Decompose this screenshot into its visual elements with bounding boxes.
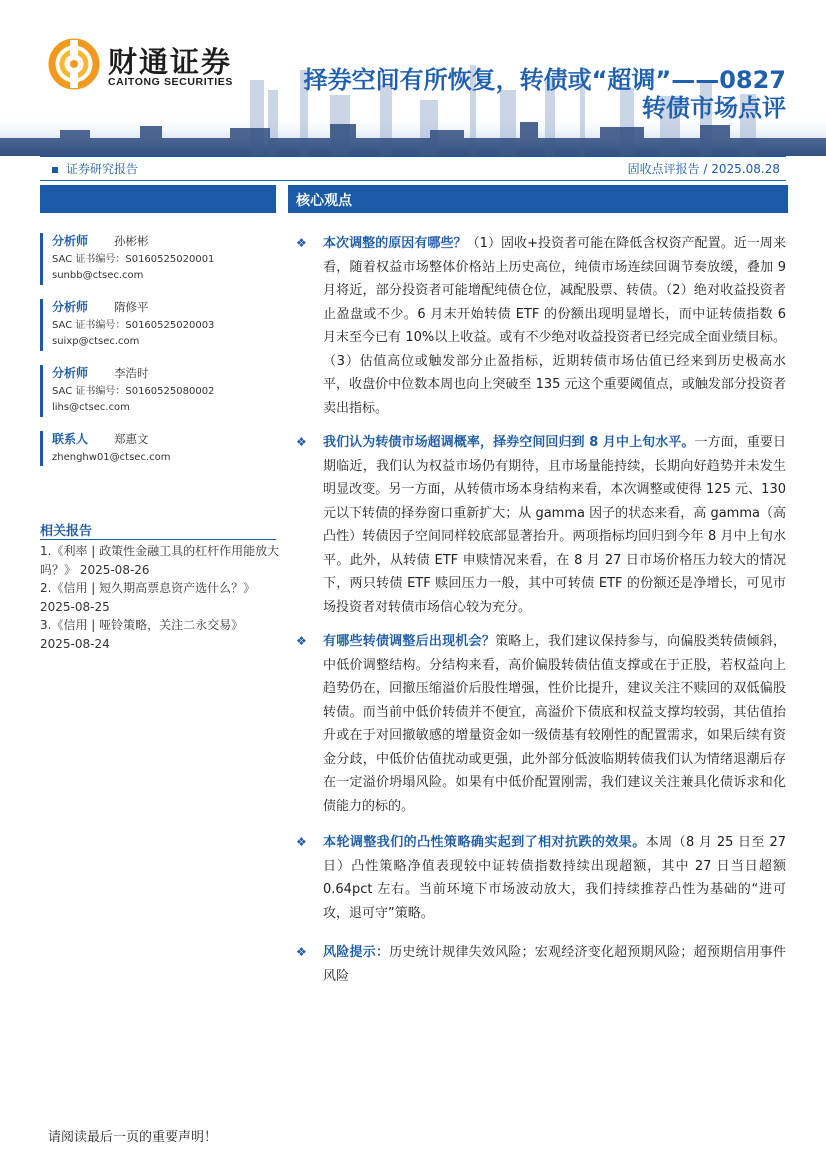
core-point-text: 一方面，重要日期临近，我们认为权益市场仍有期待，且市场量能持续，长期向好趋势并未发生明显改变。另一方面，从转债市场本身结构来看，本次调整或使得 125 元、130 元以下转债的择券窗口重新扩大；从 gamma 因子的状态来看，高 gamma（高凸性）转债因子空间同样较底部显著抬升。两项指标均回归到今年 8 月中上旬水平。此外，从转债 ETF 申赎情况来看，在 8 月 27 日市场价格压力较大的情况下，两只转债 ETF 赎回压力一般，其中可转债 ETF 的份额还是净增长，可见市场投资者对转债市场信心较为充分。	[323, 435, 786, 615]
header-divider-2	[40, 180, 786, 181]
doc-meta: 固收点评报告 / 2025.08.28	[627, 162, 780, 176]
analyst-name: 李浩时	[114, 366, 149, 380]
doc-type	[52, 160, 138, 177]
core-point-text: （1）固收+投资者可能在降低含权资产配置。近一周来看，随着权益市场整体价格站上历史高位，纯债市场连续回调节奏放缓，叠加 9 月将近，部分投资者可能增配纯债仓位，减配股票、转债。（2）绝对收益投资者止盈盘或不少。6 月末开始转债 ETF 的份额出现明显增长，而中证转债指数 6 月末至今已有 10%以上收益。或有不少绝对收益投资者已经完成全面业绩目标。（3）估值高位或触发部分止盈指标，近期转债市场估值已经来到历史极高水平，收盘价中位数本周也向上突破至 135 元这个重要阈值点，或触发部分投资者卖出指标。	[323, 236, 786, 416]
logo-chinese-name: 财通证券	[108, 45, 233, 79]
core-point	[296, 630, 786, 818]
related-report-link[interactable]: 1.《利率 | 政策性金融工具的杠杆作用能放大吗？》 2025-08-26	[40, 544, 280, 577]
core-point-text: 本周（8 月 25 日至 27 日）凸性策略净值表现较中证转债指数持续出现超额，其中 27 日当日超额 0.64pct 左右。当前环境下市场波动放大，我们持续推荐凸性为基础的“进可攻，退可守”策略。	[323, 835, 786, 921]
core-point-lead: 我们认为转债市场超调概率，择券空间回归到 8 月中上旬水平。	[323, 435, 695, 450]
doc-type-label: 证券研究报告	[66, 162, 139, 176]
analyst-role: 分析师	[52, 300, 89, 314]
sidebar-header-bar	[40, 185, 276, 213]
core-point-text: 策略上，我们建议保持参与，向偏股类转债倾斜，中低价调整结构。分结构来看，高价偏股转债估值支撑或在于正股，若权益向上趋势仍在，回撤压缩溢价后股性增强，性价比提升，建议关注不赎回的双低偏股转债。而当前中低价转债并不便宜，高溢价下债底和权益支撑均较弱，其估值抬升或在于对回撤敏感的增量资金如一级债基有较刚性的配置需求，如果后续有资金分歧，中低价估值扰动或更强，此外部分低波临期转债我们认为情绪退潮后存在一定溢价坍塌风险。如果有中低价配置刚需，我们建议关注兼具化债诉求和化债能力的标的。	[323, 634, 786, 814]
header-divider	[40, 156, 786, 157]
report-title-line2: 转债市场点评	[642, 94, 786, 122]
diamond-bullet-icon: ❖	[296, 236, 307, 250]
core-point	[296, 232, 786, 420]
report-title-line1: 择券空间有所恢复，转债或“超调”——0827	[303, 66, 786, 94]
analyst-name: 孙彬彬	[114, 234, 149, 248]
related-reports-list	[40, 542, 280, 654]
analyst-card	[40, 365, 288, 417]
diamond-bullet-icon: ❖	[296, 634, 307, 648]
analyst-sac: SAC 证书编号：S0160525020003	[52, 319, 215, 331]
risk-warning-text: 历史统计规律失效风险；宏观经济变化超预期风险；超预期信用事件风险	[323, 945, 786, 984]
contact-name: 郑惠文	[114, 432, 149, 446]
analyst-email: sunbb@ctsec.com	[52, 270, 144, 281]
core-views-title: 核心观点	[296, 193, 352, 209]
core-views-bar	[288, 185, 788, 213]
related-reports-divider	[40, 539, 276, 540]
core-point-lead: 本次调整的原因有哪些？	[323, 236, 467, 251]
analyst-email: lihs@ctsec.com	[52, 402, 130, 413]
contact-card	[40, 431, 288, 466]
disclaimer-note: 请阅读最后一页的重要声明！	[48, 1130, 218, 1145]
core-point	[296, 831, 786, 925]
analyst-name: 隋修平	[114, 300, 149, 314]
contact-email: zhenghw01@ctsec.com	[52, 451, 171, 463]
risk-warning	[296, 941, 786, 988]
diamond-bullet-icon: ❖	[296, 835, 307, 849]
analyst-role: 分析师	[52, 234, 89, 248]
square-bullet-icon	[52, 167, 58, 173]
logo-english-name: CAITONG SECURITIES	[108, 76, 233, 88]
analyst-card	[40, 233, 288, 285]
analyst-sac: SAC 证书编号：S0160525080002	[52, 385, 215, 397]
diamond-bullet-icon: ❖	[296, 435, 307, 449]
risk-warning-lead: 风险提示：	[323, 945, 390, 960]
analyst-role: 分析师	[52, 366, 89, 380]
analyst-sac: SAC 证书编号：S0160525020001	[52, 253, 215, 265]
core-point	[296, 431, 786, 619]
analyst-card	[40, 299, 288, 351]
contact-role: 联系人	[52, 432, 89, 446]
related-reports-title: 相关报告	[40, 524, 93, 539]
core-point-lead: 有哪些转债调整后出现机会？	[323, 634, 496, 649]
related-report-link[interactable]: 2.《信用 | 短久期高票息资产选什么？》 2025-08-25	[40, 581, 256, 614]
core-point-lead: 本轮调整我们的凸性策略确实起到了相对抗跌的效果。	[323, 835, 646, 850]
related-report-link[interactable]: 3.《信用 | 哑铃策略，关注二永交易》 2025-08-24	[40, 618, 244, 651]
diamond-bullet-icon: ❖	[296, 945, 307, 959]
analyst-email: suixp@ctsec.com	[52, 336, 140, 347]
